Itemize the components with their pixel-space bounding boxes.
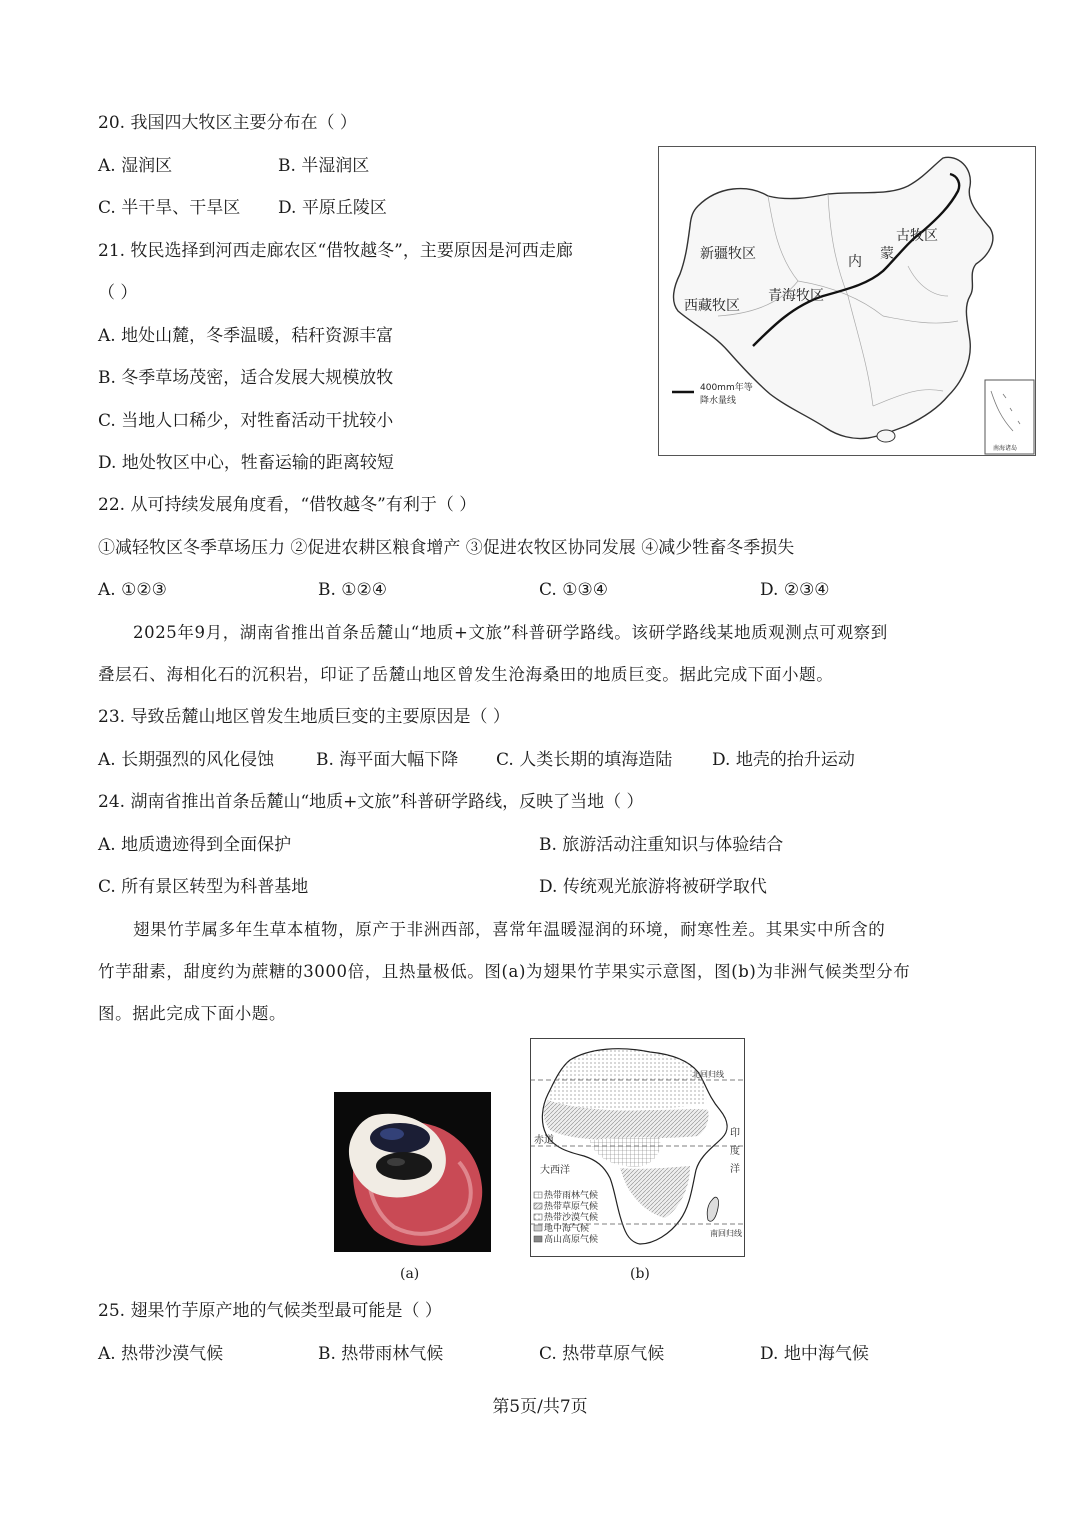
legend-desert: 热带沙漠气候 — [544, 1213, 599, 1223]
q23-option-d: D. 地壳的抬升运动 — [712, 750, 855, 770]
label-meng: 蒙 — [880, 246, 894, 262]
q24-option-a: A. 地质遗迹得到全面保护 — [98, 835, 292, 855]
q25-option-a: A. 热带沙漠气候 — [98, 1344, 224, 1364]
china-pastoral-map — [658, 146, 1036, 460]
q22-option-a: A. ①②③ — [98, 580, 167, 600]
legend-highland: 高山高原气候 — [544, 1235, 599, 1245]
label-xizang-pasture: 西藏牧区 — [684, 298, 740, 314]
q20-option-c: C. 半干旱、干旱区 — [98, 198, 241, 218]
q24-option-d: D. 传统观光旅游将被研学取代 — [539, 877, 767, 897]
label-yang: 洋 — [730, 1164, 740, 1175]
q20-stem: 20. 我国四大牧区主要分布在（ ） — [98, 113, 357, 133]
q21-option-c: C. 当地人口稀少，对牲畜活动干扰较小 — [98, 411, 394, 431]
label-yin: 印 — [730, 1128, 740, 1139]
legend-rainforest: 热带雨林气候 — [544, 1191, 599, 1201]
q21-stem-line2: （ ） — [98, 283, 138, 303]
legend-line2: 降水量线 — [700, 396, 737, 406]
q20-option-d: D. 平原丘陵区 — [278, 198, 387, 218]
label-atlantic: 大西洋 — [540, 1165, 570, 1176]
q25-option-d: D. 地中海气候 — [760, 1344, 869, 1364]
fruit-photo — [334, 1092, 491, 1256]
inset-label: 南海诸岛 — [993, 445, 1018, 452]
legend-line1: 400mm年等 — [700, 383, 753, 393]
passage2-line2: 竹芋甜素，甜度约为蔗糖的3000倍，且热量极低。图(a)为翅果竹芋果实示意图，图(b)为非洲气候类型分布 — [98, 962, 911, 981]
africa-climate-map — [530, 1038, 745, 1261]
q21-option-d: D. 地处牧区中心，牲畜运输的距离较短 — [98, 453, 394, 473]
q25-stem: 25. 翅果竹芋原产地的气候类型最可能是（ ） — [98, 1301, 442, 1321]
passage1-line1: 2025年9月，湖南省推出首条岳麓山“地质+文旅”科普研学路线。该研学路线某地质观测点可观察到 — [133, 623, 888, 642]
q22-stem: 22. 从可持续发展角度看，“借牧越冬”有利于（ ） — [98, 495, 477, 515]
q24-option-c: C. 所有景区转型为科普基地 — [98, 877, 309, 897]
q23-option-a: A. 长期强烈的风化侵蚀 — [98, 750, 275, 770]
q24-option-b: B. 旅游活动注重知识与体验结合 — [539, 835, 784, 855]
climate-legend — [534, 1189, 598, 1245]
legend-savanna: 热带草原气候 — [544, 1202, 599, 1212]
q25-option-c: C. 热带草原气候 — [539, 1344, 665, 1364]
passage1-line2: 叠层石、海相化石的沉积岩，印证了岳麓山地区曾发生沧海桑田的地质巨变。据此完成下面小题。 — [98, 665, 834, 684]
q21-option-b: B. 冬季草场茂密，适合发展大规模放牧 — [98, 368, 394, 388]
label-tropic-cancer: 北回归线 — [692, 1070, 724, 1079]
q20-option-a: A. 湿润区 — [98, 156, 173, 176]
label-nei: 内 — [848, 254, 862, 270]
q24-stem: 24. 湖南省推出首条岳麓山“地质+文旅”科普研学路线，反映了当地（ ） — [98, 792, 644, 812]
label-xinjiang-pasture: 新疆牧区 — [700, 246, 756, 262]
q21-option-a: A. 地处山麓，冬季温暖，秸秆资源丰富 — [98, 326, 394, 346]
passage2-line3: 图。据此完成下面小题。 — [98, 1004, 287, 1023]
label-equator: 赤道 — [534, 1135, 554, 1146]
q20-option-b: B. 半湿润区 — [278, 156, 370, 176]
q25-option-b: B. 热带雨林气候 — [318, 1344, 444, 1364]
q23-option-b: B. 海平面大幅下降 — [316, 750, 459, 770]
caption-b: (b) — [630, 1266, 650, 1282]
q21-stem-line1: 21. 牧民选择到河西走廊农区“借牧越冬”，主要原因是河西走廊 — [98, 241, 573, 261]
label-du: 度 — [730, 1146, 740, 1157]
page-number: 第5页/共7页 — [492, 1397, 588, 1417]
q23-stem: 23. 导致岳麓山地区曾发生地质巨变的主要原因是（ ） — [98, 707, 510, 727]
q22-statements: ①减轻牧区冬季草场压力 ②促进农耕区粮食增产 ③促进农牧区协同发展 ④减少牲畜冬季损失 — [98, 538, 795, 558]
passage2-line1: 翅果竹芋属多年生草本植物，原产于非洲西部，喜常年温暖湿润的环境，耐寒性差。其果实中所含的 — [133, 920, 886, 939]
label-qinghai-pasture: 青海牧区 — [768, 288, 824, 304]
q22-option-d: D. ②③④ — [760, 580, 830, 600]
legend-mediterranean: 地中海气候 — [544, 1224, 590, 1234]
q22-option-b: B. ①②④ — [318, 580, 388, 600]
q22-option-c: C. ①③④ — [539, 580, 608, 600]
q23-option-c: C. 人类长期的填海造陆 — [496, 750, 673, 770]
label-tropic-capricorn: 南回归线 — [710, 1229, 742, 1238]
label-gu-pasture: 古牧区 — [896, 228, 938, 244]
caption-a: (a) — [400, 1266, 420, 1282]
